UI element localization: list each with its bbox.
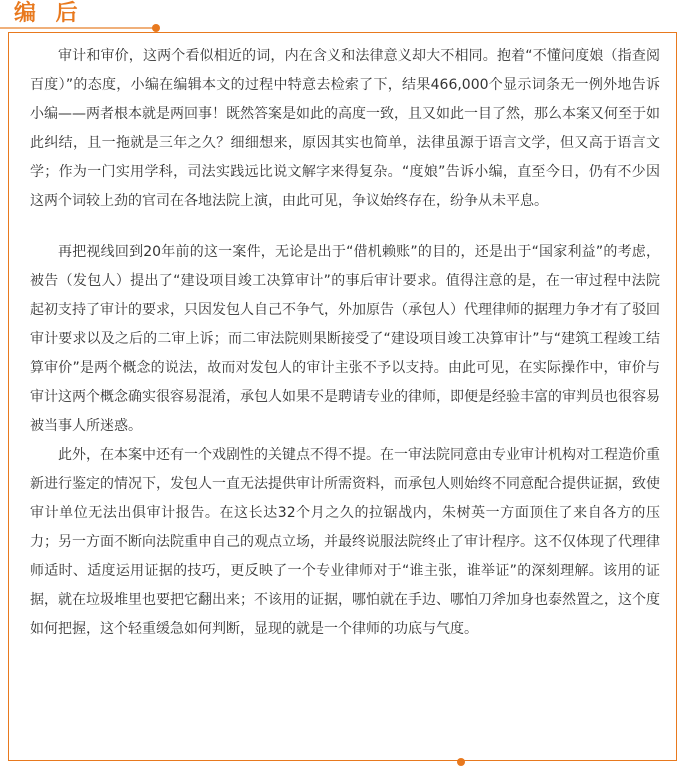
title-dot-marker	[152, 24, 160, 32]
frame-dot-marker	[457, 758, 465, 766]
article-body	[30, 42, 660, 644]
paragraph-3: 此外，在本案中还有一个戏剧性的关键点不得不提。在一审法院同意由专业审计机构对工程造价重新进行鉴定的情况下，发包人一直无法提供审计所需资料，而承包人则始终不同意配合提供证据，致使审计单位无法出俱审计报告。在这长达32个月之久的拉锯战内，朱树英一方面顶住了来自各方的压力；另一方面不断向法院重申自己的观点立场，并最终说服法院终止了审计程序。这不仅体现了代理律师适时、适度运用证据的技巧，更反映了一个专业律师对于“谁主张，谁举证”的深刻理解。该用的证据，就在垃圾堆里也要把它翻出来；不该用的证据，哪怕就在手边、哪怕刀斧加身也泰然置之，这个度如何把握，这个轻重缓急如何判断，显现的就是一个律师的功底与气度。	[30, 447, 660, 637]
paragraph-1: 审计和审价，这两个看似相近的词，内在含义和法律意义却大不相同。抱着“不懂问度娘（指查阅百度）”的态度，小编在编辑本文的过程中特意去检索了下，结果466,000个显示词条无一例外地告诉小编——两者根本就是两回事！既然答案是如此的高度一致，且又如此一目了然，那么本案又何至于如此纠结，且一拖就是三年之久？细细想来，原因其实也简单，法律虽源于语言文学，但又高于语言文学；作为一门实用学科，司法实践远比说文解字来得复杂。“度娘”告诉小编，直至今日，仍有不少因这两个词较上劲的官司在各地法院上演，由此可见，争议始终存在，纷争从未平息。	[30, 48, 660, 209]
paragraph-2: 再把视线回到20年前的这一案件，无论是出于“借机赖账”的目的，还是出于“国家利益”的考虑，被告（发包人）提出了“建设项目竣工决算审计”的事后审计要求。值得注意的是，在一审过程中法院起初支持了审计的要求，只因发包人自己不争气，外加原告（承包人）代理律师的据理力争才有了驳回审计要求以及之后的二审上诉；而二审法院则果断接受了“建设项目竣工决算审计”与“建筑工程竣工结算审价”是两个概念的说法，故而对发包人的审计主张不予以支持。由此可见，在实际操作中，审价与审计这两个概念确实很容易混淆，承包人如果不是聘请专业的律师，即便是经验丰富的审判员也很容易被当事人所迷惑。	[30, 244, 660, 434]
title-underline	[0, 27, 156, 29]
section-title: 编 后	[14, 1, 84, 26]
